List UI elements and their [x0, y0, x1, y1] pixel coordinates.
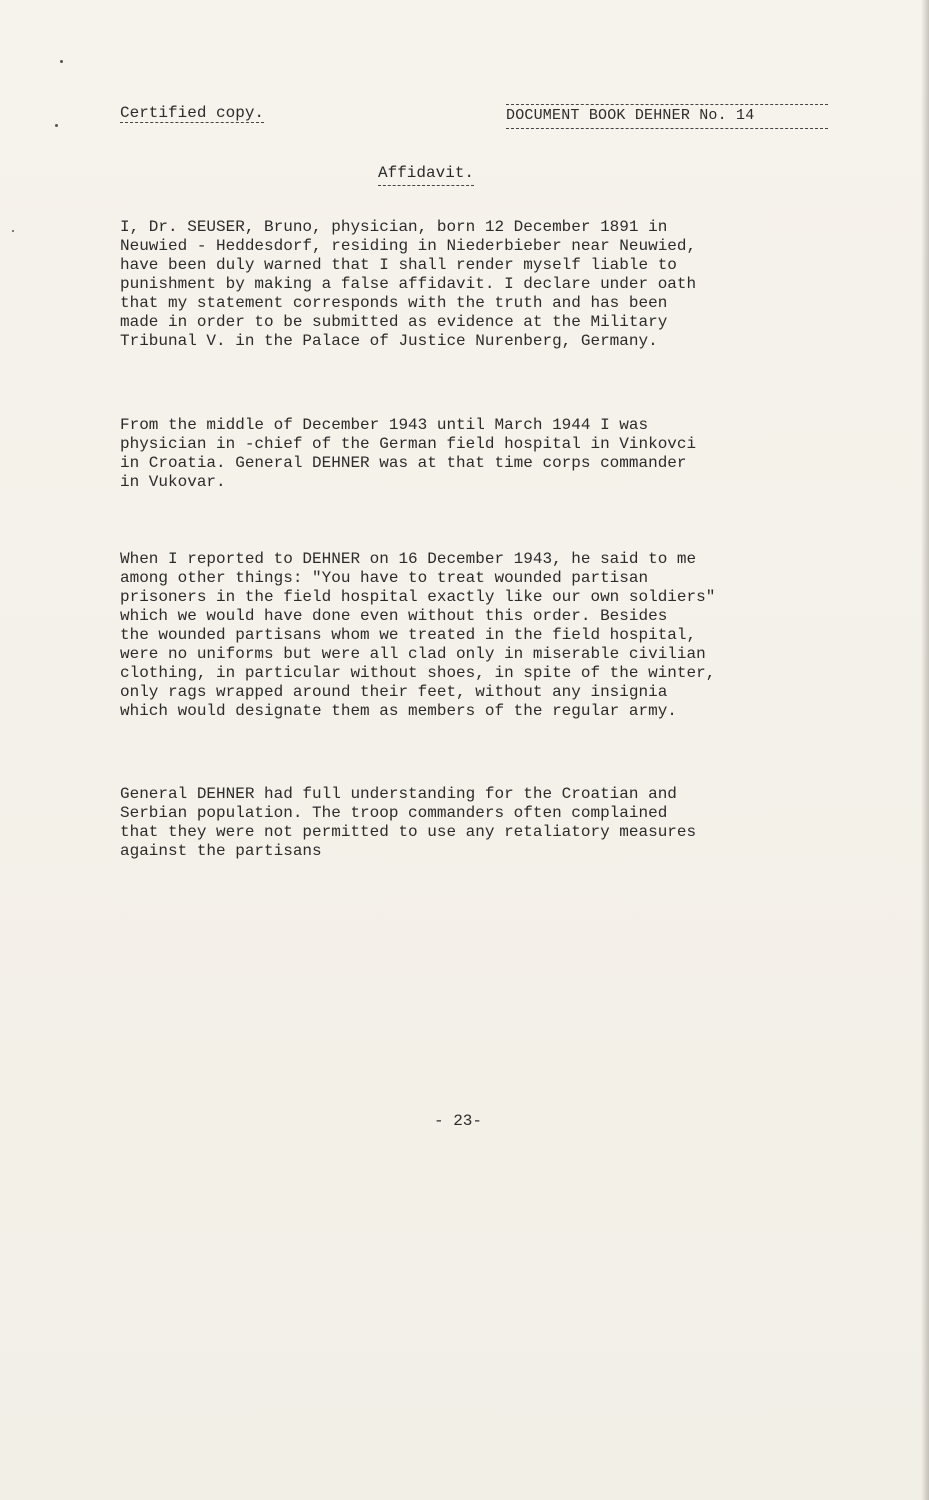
- speck: [60, 60, 63, 63]
- speck: [12, 230, 14, 232]
- paragraph-oath: I, Dr. SEUSER, Bruno, physician, born 12 December 1891 in Neuwied - Heddesdorf, residing in Niederbieber near Neuwied, have been duly warned that I shall render myself liable to punishment by making a false affidavit. I declare under oath that my statement corresponds with the truth and has been made in order to be submitted as evidence at the Military Tribunal V. in the Palace of Justice Nurenberg, Germany.: [120, 218, 697, 350]
- document-title: Affidavit.: [378, 164, 474, 186]
- document-book-reference: DOCUMENT BOOK DEHNER No. 14: [506, 104, 828, 129]
- paragraph-population: General DEHNER had full understanding for the Croatian and Serbian population. The troop commanders often complained that they were not permitted to use any retaliatory measures against the partisans: [120, 785, 697, 860]
- page-number: - 23-: [434, 1112, 483, 1130]
- paragraph-order: When I reported to DEHNER on 16 December 1943, he said to me among other things: "You have to treat wounded partisan prisoners in the field hospital exactly like our own soldiers" which we would have done even without this order. Besides the wounded partisans whom we treated in the field hospital, were no uniforms but were all clad only in miserable civilian clothing, in particular without shoes, in spite of the winter, only rags wrapped around their feet, without any insignia which would designate them as members of the regular army.: [120, 550, 716, 720]
- page-edge-shadow: [921, 0, 929, 1500]
- paragraph-service: From the middle of December 1943 until March 1944 I was physician in -chief of the German field hospital in Vinkovci in Croatia. General DEHNER was at that time corps commander in Vukovar.: [120, 416, 697, 491]
- certified-copy-label: Certified copy.: [120, 104, 265, 122]
- speck: [55, 124, 58, 127]
